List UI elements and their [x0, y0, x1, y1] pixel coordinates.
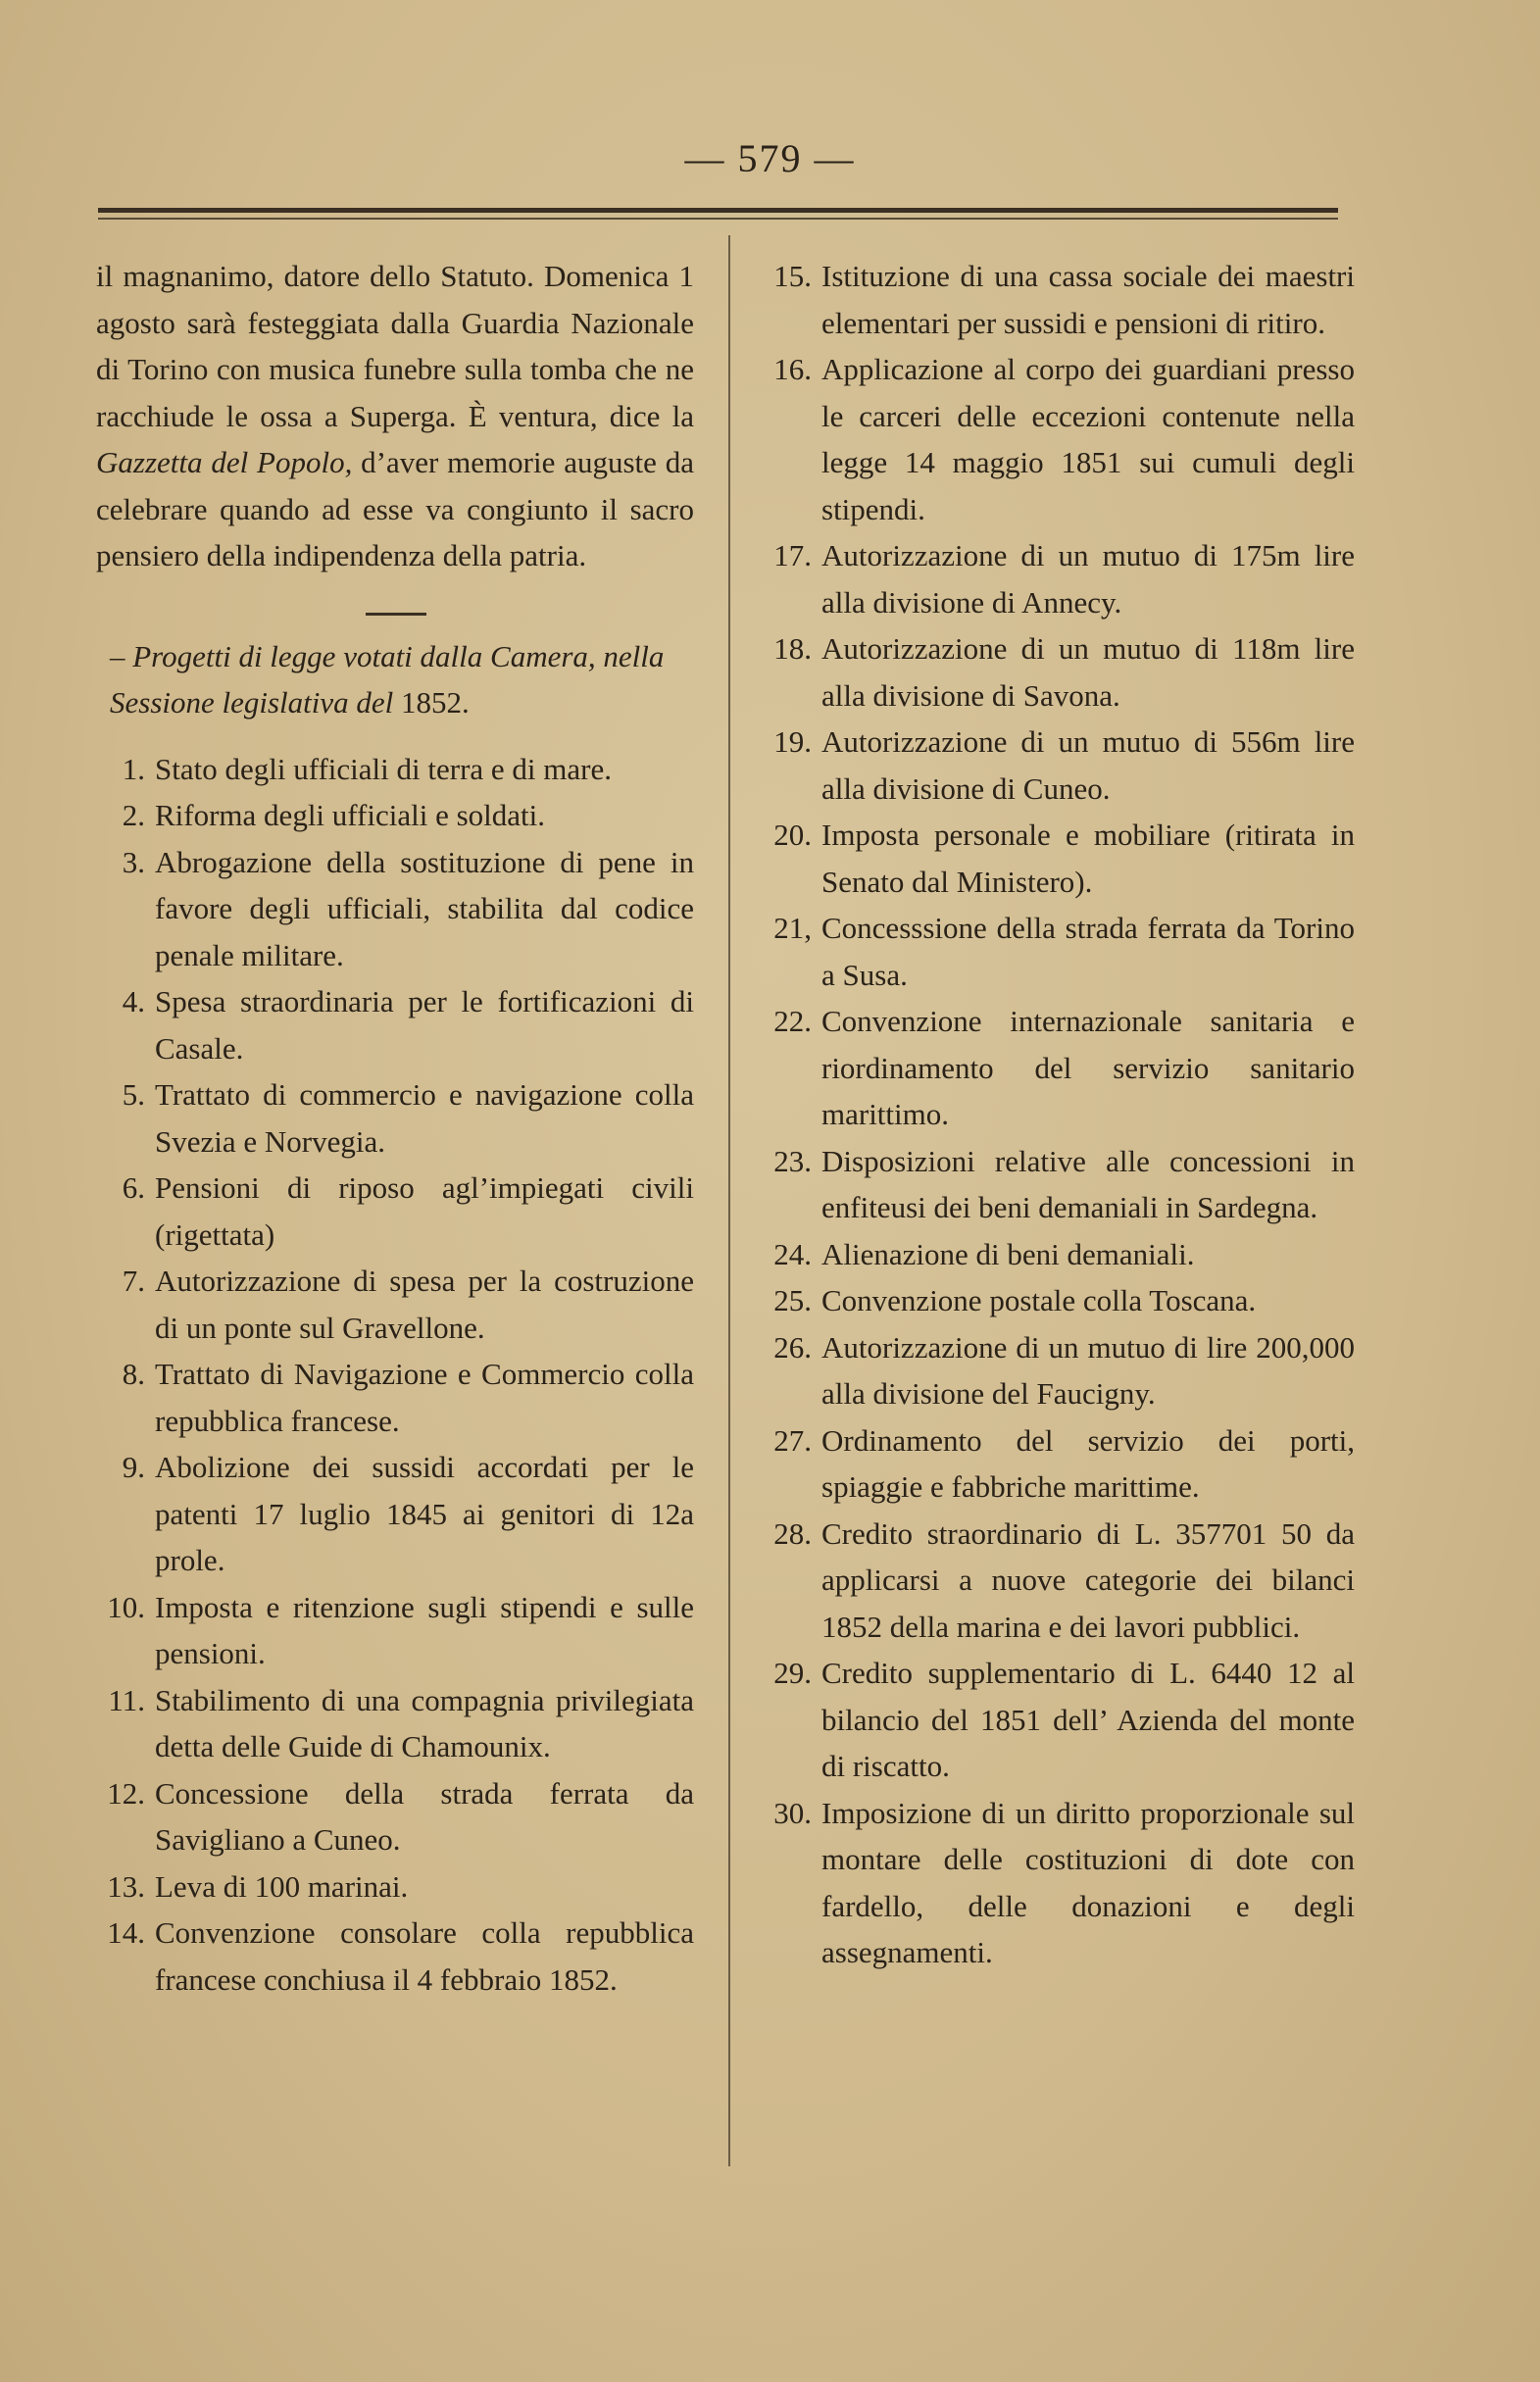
item-number: 26. [773, 1329, 812, 1365]
item-number: 4. [122, 984, 145, 1018]
list-item [96, 1071, 694, 1165]
item-number: 10. [107, 1589, 145, 1624]
item-text: Stabilimento di una compagnia privilegiata detta delle Guide di Chamounix. [155, 1682, 694, 1763]
item-text: Stato degli ufficiali di terra e di mare. [155, 751, 612, 786]
section-heading [96, 633, 694, 726]
item-text: Autorizzazione di un mutuo di 556m lire alla divisione di Cuneo. [821, 724, 1355, 806]
item-number: 7. [122, 1264, 145, 1298]
list-item [96, 1584, 694, 1677]
item-number: 11. [108, 1682, 145, 1717]
list-item [755, 998, 1355, 1138]
list-item [96, 1258, 694, 1351]
item-text: Credito supplementario di L. 6440 12 al bilancio del 1851 dell’ Azienda del monte di riscatto. [821, 1656, 1355, 1783]
intro-text-2: d’aver memorie auguste da celebrare quando ad esse va congiunto il sacro pensiero della indipendenza della patria. [96, 445, 694, 572]
item-number: 12. [107, 1775, 145, 1811]
section-separator [366, 613, 426, 616]
item-text: Trattato di commercio e navigazione colla Svezia e Norvegia. [155, 1077, 694, 1159]
item-text: Autorizzazione di un mutuo di 175m lire alla divisione di Annecy. [821, 538, 1355, 620]
list-item [755, 1790, 1355, 1976]
list-item [96, 978, 694, 1071]
item-number: 28. [773, 1515, 812, 1551]
intro-paragraph [96, 253, 694, 579]
item-number: 1. [122, 751, 145, 786]
item-text: Abolizione dei sussidi accordati per le patenti 17 luglio 1845 ai genitori di 12a prole. [155, 1450, 694, 1577]
item-text: Riforma degli ufficiali e soldati. [155, 798, 546, 832]
heading-year: 1852. [393, 685, 470, 720]
law-list-left [96, 746, 694, 2004]
item-text: Applicazione al corpo dei guardiani presso le carceri delle eccezioni contenute nella legge 14 maggio 1851 sui cumuli degli stipendi. [821, 352, 1355, 526]
item-text: Ordinamento del servizio dei porti, spiaggie e fabbriche marittime. [821, 1422, 1355, 1504]
item-number: 20. [773, 818, 812, 852]
intro-italic: Gazzetta del Popolo, [96, 445, 353, 479]
item-text: Convenzione consolare colla repubblica francese conchiusa il 4 febbraio 1852. [155, 1915, 694, 1997]
item-number: 29. [773, 1656, 812, 1690]
item-text: Convenzione postale colla Toscana. [821, 1283, 1257, 1317]
item-number: 27. [773, 1422, 812, 1458]
item-text: Leva di 100 marinai. [155, 1868, 409, 1904]
item-number: 30. [773, 1795, 812, 1830]
item-text: Convenzione internazionale sanitaria e riordinamento del servizio sanitario marittimo. [821, 1004, 1355, 1131]
list-item [96, 1910, 694, 2003]
list-item [96, 1863, 694, 1911]
list-item [96, 1165, 694, 1258]
item-text: Pensioni di riposo agl’impiegati civili (rigettata) [155, 1170, 694, 1252]
item-number: 2. [122, 798, 145, 832]
intro-text-1: il magnanimo, datore dello Statuto. Domenica 1 agosto sarà festeggiata dalla Guardia Nazionale di Torino con musica funebre sulla tomba che ne racchiude le ossa a Superga. È ventura, dice la [96, 259, 694, 433]
item-number: 17. [773, 538, 812, 572]
item-number: 8. [122, 1357, 145, 1391]
item-text: Alienazione di beni demaniali. [821, 1236, 1195, 1271]
list-item [755, 905, 1355, 998]
list-item [96, 1444, 694, 1584]
column-divider [728, 235, 730, 2166]
item-number: 3. [122, 844, 145, 879]
item-number: 25. [773, 1283, 812, 1317]
item-text: Concessione della strada ferrata da Savigliano a Cuneo. [155, 1775, 694, 1857]
page-number: — 579 — [684, 136, 856, 180]
list-item [755, 812, 1355, 905]
list-item [755, 1138, 1355, 1231]
list-item [96, 839, 694, 979]
list-item [755, 1231, 1355, 1278]
law-list-right [755, 253, 1355, 1976]
item-text: Imposizione di un diritto proporzionale sul montare delle costituzioni di dote con fardello, delle donazioni e degli assegnamenti. [821, 1795, 1355, 1969]
item-text: Autorizzazione di spesa per la costruzione di un ponte sul Gravellone. [155, 1264, 694, 1345]
list-item [755, 346, 1355, 532]
left-column [96, 253, 694, 2003]
list-item [755, 253, 1355, 346]
item-text: Trattato di Navigazione e Commercio colla repubblica francese. [155, 1357, 694, 1438]
list-item [755, 625, 1355, 719]
header-rule [98, 208, 1338, 213]
item-text: Istituzione di una cassa sociale dei maestri elementari per sussidi e pensioni di ritiro. [821, 259, 1355, 340]
list-item [96, 746, 694, 793]
item-number: 22. [773, 1004, 812, 1038]
list-item [96, 792, 694, 839]
item-text: Imposta e ritenzione sugli stipendi e sulle pensioni. [155, 1589, 694, 1670]
heading-italic: – Progetti di legge votati dalla Camera, nella Sessione legislativa del [110, 638, 665, 720]
item-text: Disposizioni relative alle concessioni in enfiteusi dei beni demaniali in Sardegna. [821, 1143, 1355, 1224]
list-item [96, 1351, 694, 1444]
item-text: Spesa straordinaria per le fortificazioni di Casale. [155, 984, 694, 1066]
list-item [755, 719, 1355, 812]
list-item [755, 532, 1355, 625]
item-number: 21, [773, 911, 812, 945]
item-number: 23. [773, 1143, 812, 1178]
list-item [755, 1511, 1355, 1651]
item-number: 13. [107, 1868, 145, 1904]
right-column [755, 253, 1355, 1976]
header-rule-thin [98, 218, 1338, 220]
list-item [96, 1677, 694, 1770]
item-number: 18. [773, 631, 812, 666]
item-number: 14. [107, 1915, 145, 1950]
item-number: 6. [122, 1170, 145, 1205]
item-text: Autorizzazione di un mutuo di lire 200,000 alla divisione del Faucigny. [821, 1329, 1355, 1411]
list-item [755, 1324, 1355, 1417]
list-item [755, 1650, 1355, 1790]
item-text: Concesssione della strada ferrata da Torino a Susa. [821, 911, 1355, 992]
item-text: Credito straordinario di L. 357701 50 da applicarsi a nuove categorie dei bilanci 1852 della marina e dei lavori pubblici. [821, 1515, 1355, 1644]
item-number: 24. [773, 1236, 812, 1271]
item-number: 9. [122, 1450, 145, 1484]
item-text: Autorizzazione di un mutuo di 118m lire alla divisione di Savona. [821, 631, 1355, 713]
list-item [755, 1417, 1355, 1511]
item-number: 15. [773, 259, 812, 293]
item-text: Abrogazione della sostituzione di pene in favore degli ufficiali, stabilita dal codice penale militare. [155, 844, 694, 972]
item-number: 16. [773, 352, 812, 386]
item-text: Imposta personale e mobiliare (ritirata in Senato dal Ministero). [821, 818, 1355, 899]
item-number: 5. [122, 1077, 145, 1112]
item-number: 19. [773, 724, 812, 759]
list-item [755, 1277, 1355, 1324]
list-item [96, 1770, 694, 1863]
